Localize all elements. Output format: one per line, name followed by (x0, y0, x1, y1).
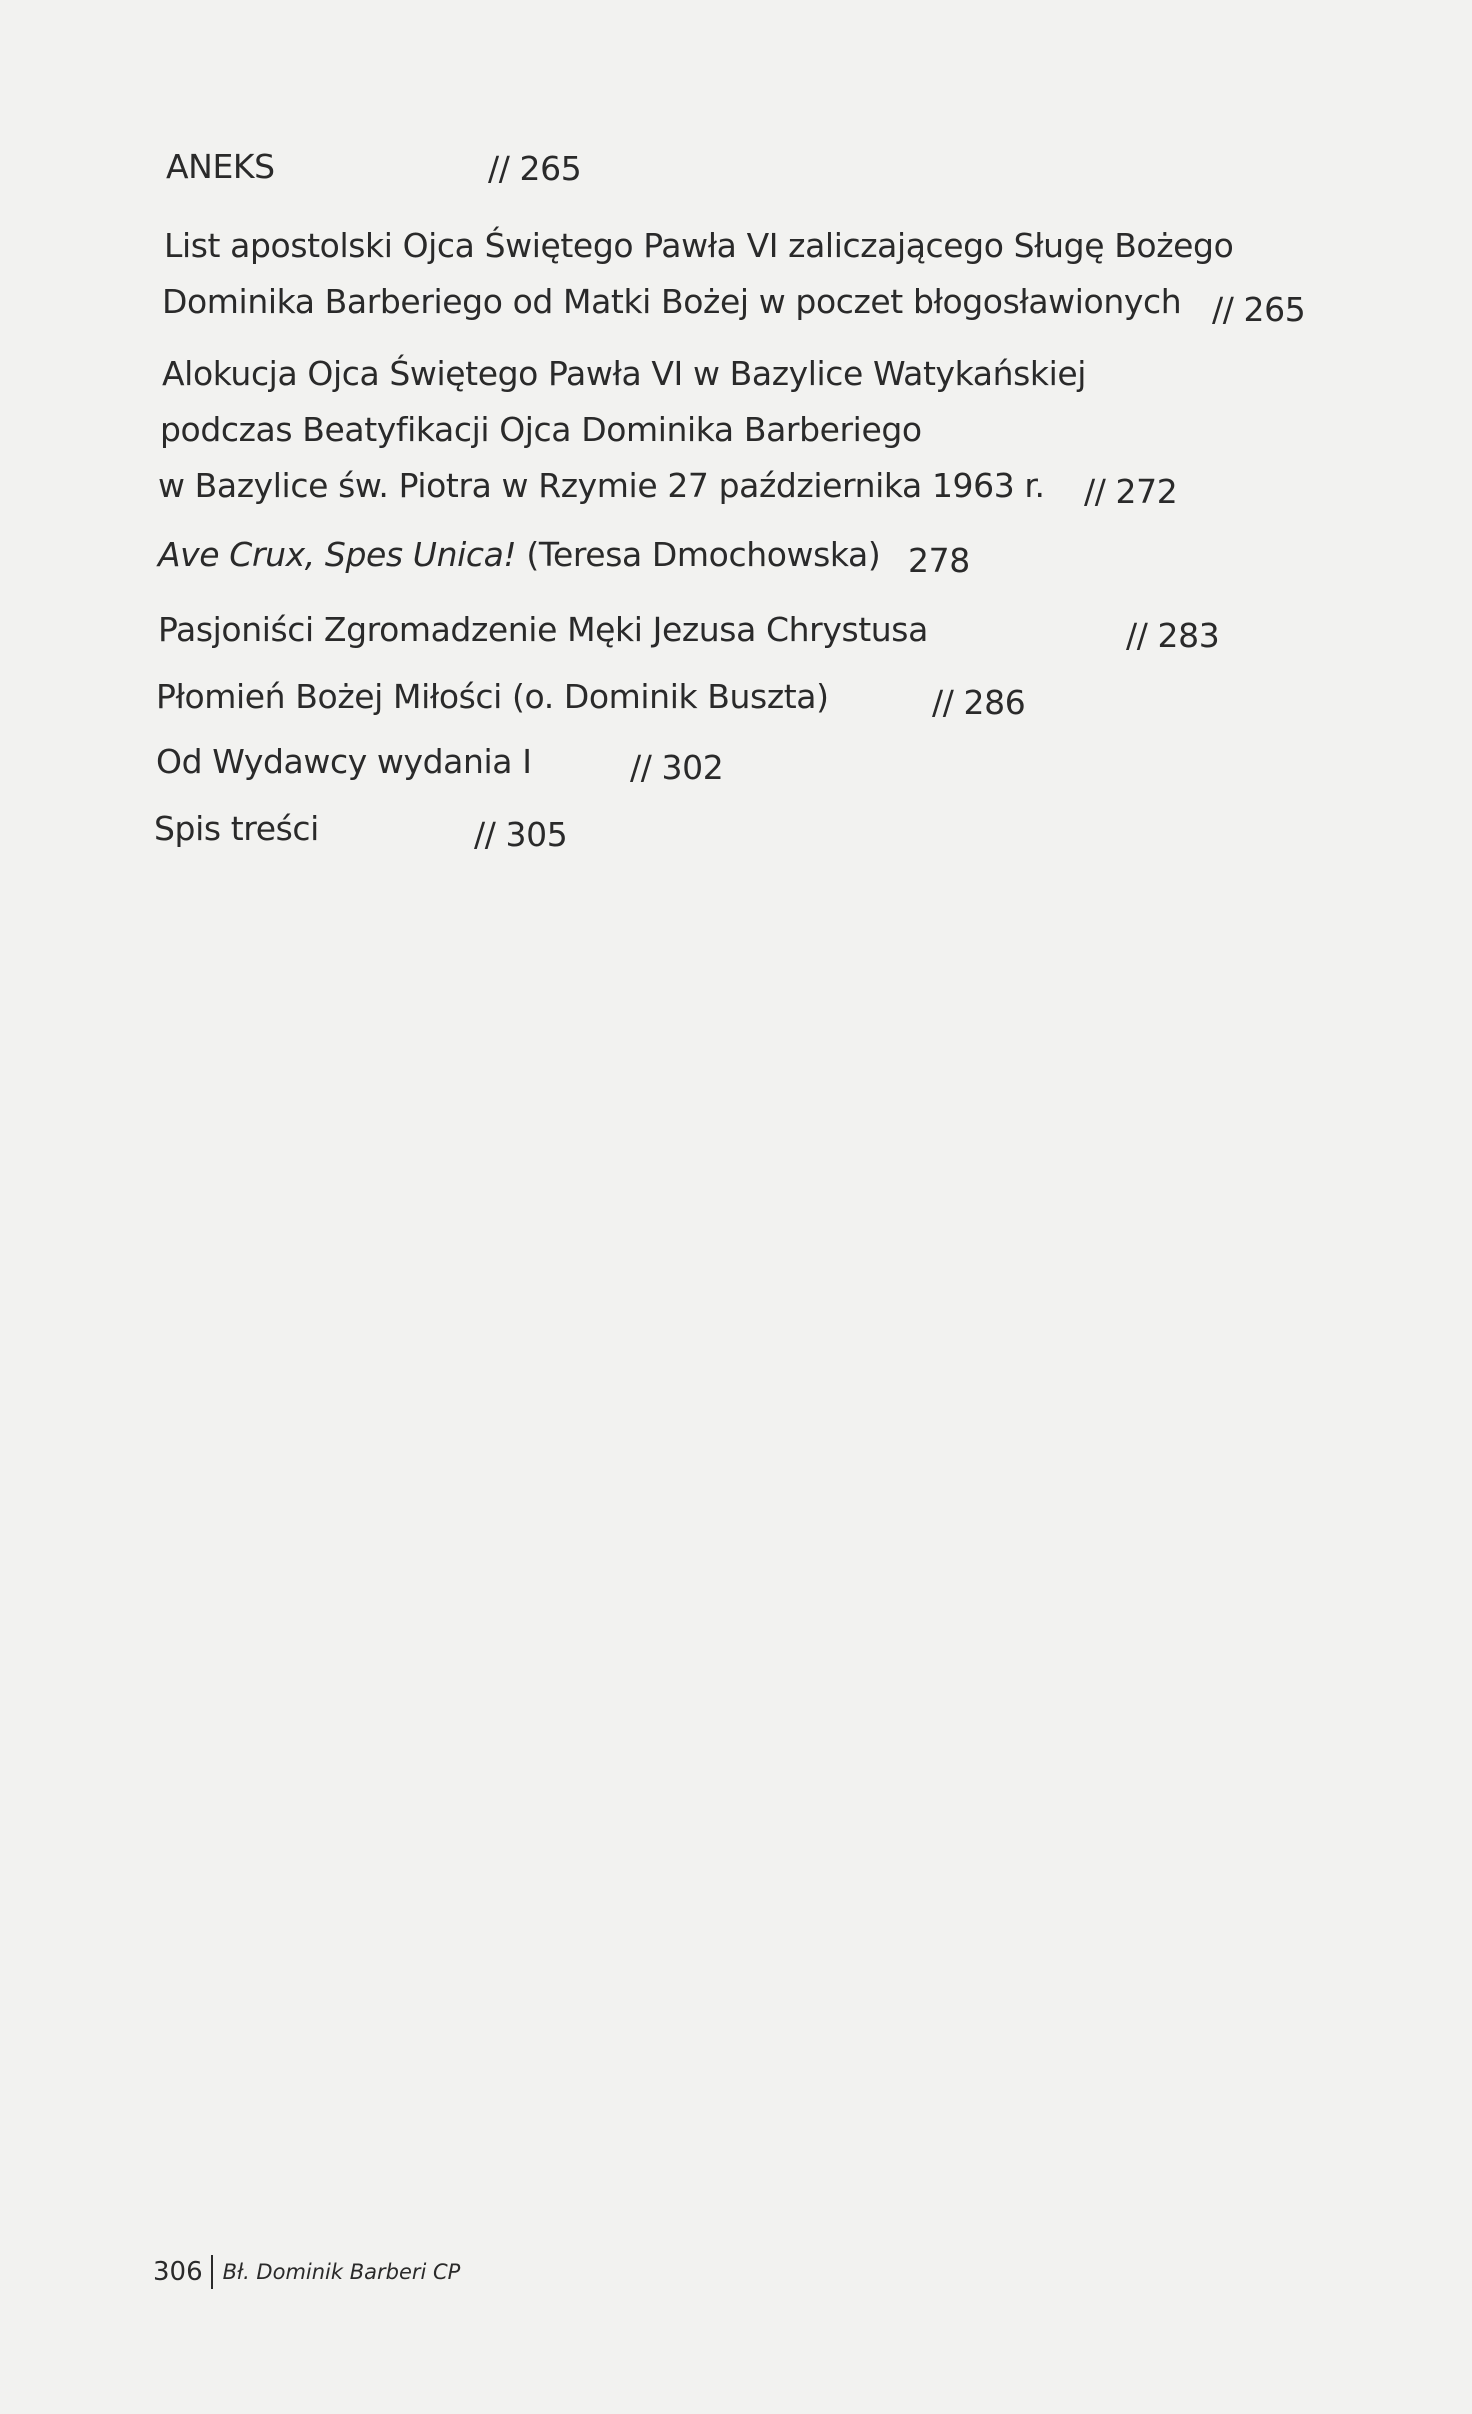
toc-entry-aneks (166, 147, 582, 188)
toc-title-italic: Ave Crux, Spes Unica! (158, 535, 517, 574)
footer-divider (211, 2255, 213, 2289)
toc-title: ANEKS (166, 147, 275, 186)
toc-title-line: w Bazylice św. Piotra w Rzymie 27 października 1963 r. (158, 466, 1045, 505)
toc-entry-od-wydawcy (156, 742, 724, 787)
footer-page-number: 306 (153, 2257, 203, 2287)
toc-title-line: List apostolski Ojca Świętego Pawła VI zaliczającego Sługę Bożego (164, 226, 1234, 265)
toc-page-number: // 286 (932, 683, 1026, 722)
toc-page-number: // 305 (474, 815, 568, 854)
toc-entry-plomien (156, 677, 1026, 722)
toc-entry-pasjonisci (158, 610, 1220, 655)
toc-entry-ave-crux (158, 535, 970, 580)
toc-page-number: // 283 (1126, 616, 1220, 655)
toc-title-line: Alokucja Ojca Świętego Pawła VI w Bazylice Watykańskiej (162, 354, 1087, 393)
toc-title-line: Dominika Barberiego od Matki Bożej w poczet błogosławionych (162, 282, 1182, 321)
toc-title: Od Wydawcy wydania I (156, 742, 532, 781)
toc-entry-alokucja-cont (160, 410, 922, 449)
toc-page-number: // 265 (488, 149, 582, 188)
toc-page-number: // 272 (1084, 472, 1178, 511)
toc-title: Pasjoniści Zgromadzenie Męki Jezusa Chrystusa (158, 610, 928, 649)
toc-entry-list-apostolski (164, 226, 1234, 265)
toc-entry-alokucja (162, 354, 1087, 393)
toc-page-number: // 302 (630, 748, 724, 787)
toc-page-number: 278 (908, 541, 970, 580)
footer-book-title: Bł. Dominik Barberi CP (222, 2260, 461, 2284)
page-footer (153, 2255, 460, 2289)
toc-entry-spis-tresci (154, 809, 568, 854)
toc-title: Płomień Bożej Miłości (o. Dominik Buszta) (156, 677, 829, 716)
toc-entry-list-apostolski-cont (162, 282, 1306, 329)
toc-title-line: podczas Beatyfikacji Ojca Dominika Barberiego (160, 410, 922, 449)
toc-title: Spis treści (154, 809, 319, 848)
toc-page-number: // 265 (1212, 290, 1306, 329)
toc-entry-alokucja-cont2 (158, 466, 1178, 511)
toc-title: (Teresa Dmochowska) (516, 535, 881, 574)
